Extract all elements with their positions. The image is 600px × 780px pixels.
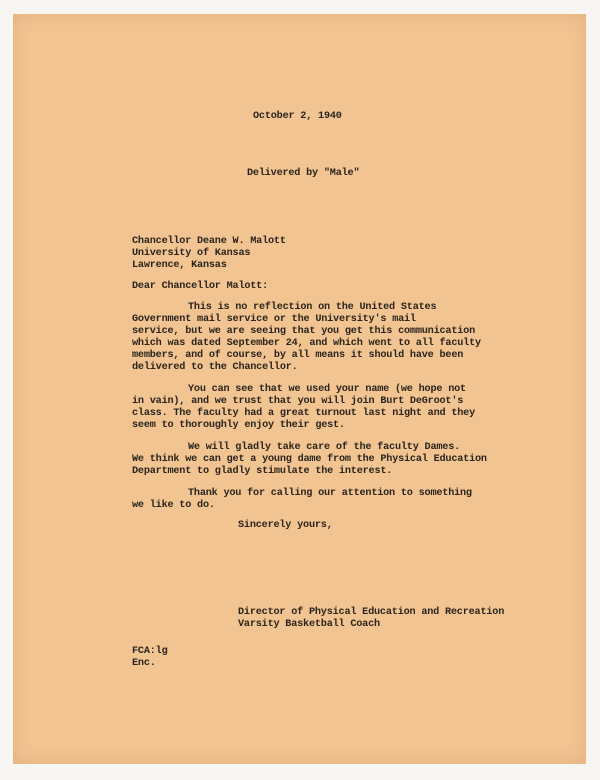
signature-line: Director of Physical Education and Recreation: [238, 607, 505, 618]
paragraph-3-line: Department to gladly stimulate the interest.: [132, 466, 393, 477]
closing: Sincerely yours,: [238, 520, 333, 531]
recipient-line: Lawrence, Kansas: [132, 260, 227, 271]
paragraph-2-line: seem to thoroughly enjoy their gest.: [132, 420, 345, 431]
paragraph-2-line: You can see that we used your name (we hope not: [188, 384, 466, 395]
paragraph-1-line: Government mail service or the University's mail: [132, 314, 416, 325]
paragraph-4-line: Thank you for calling our attention to something: [188, 488, 472, 499]
enclosure-note: Enc.: [132, 658, 156, 669]
paragraph-1-line: members, and of course, by all means it should have been: [132, 350, 464, 361]
paragraph-1-line: service, but we are seeing that you get this communication: [132, 326, 475, 337]
paragraph-3-line: We will gladly take care of the faculty Dames.: [188, 442, 461, 453]
signature-line: Varsity Basketball Coach: [238, 619, 380, 630]
letter-date: October 2, 1940: [253, 111, 342, 122]
paragraph-3-line: We think we can get a young dame from the Physical Education: [132, 454, 487, 465]
paragraph-2-line: class. The faculty had a great turnout last night and they: [132, 408, 475, 419]
delivery-note: Delivered by "Male": [247, 168, 360, 179]
recipient-line: Chancellor Deane W. Malott: [132, 236, 286, 247]
paragraph-4-line: we like to do.: [132, 500, 215, 511]
salutation: Dear Chancellor Malott:: [132, 281, 269, 292]
paragraph-2-line: in vain), and we trust that you will join Burt DeGroot's: [132, 396, 464, 407]
paragraph-1-line: which was dated September 24, and which went to all faculty: [132, 338, 481, 349]
paragraph-1-line: This is no reflection on the United States: [188, 302, 437, 313]
paragraph-1-line: delivered to the Chancellor.: [132, 362, 298, 373]
letter-page: [13, 14, 586, 764]
recipient-line: University of Kansas: [132, 248, 251, 259]
typist-initials: FCA:lg: [132, 646, 168, 657]
